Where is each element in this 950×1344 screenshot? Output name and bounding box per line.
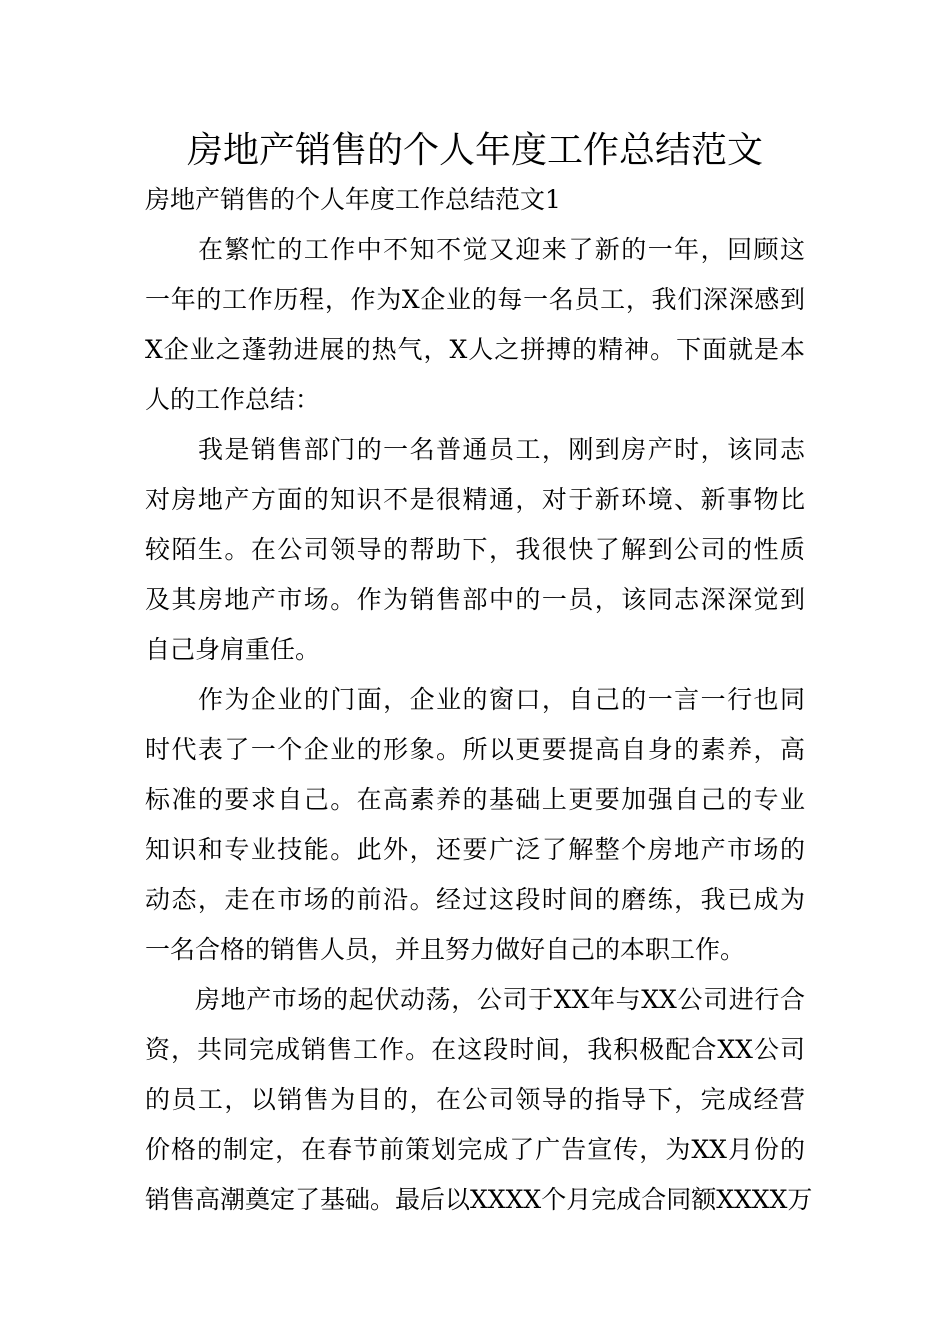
paragraph-line: X企业之蓬勃进展的热气，X人之拼搏的精神。下面就是本 [145, 335, 805, 364]
paragraph-line: 资，共同完成销售工作。在这段时间，我积极配合XX公司 [145, 1035, 805, 1064]
paragraph-line: 我是销售部门的一名普通员工，刚到房产时，该同志 [198, 435, 805, 464]
document-title: 房地产销售的个人年度工作总结范文 [186, 130, 763, 171]
paragraph-line: 动态，走在市场的前沿。经过这段时间的磨练，我已成为 [145, 885, 805, 914]
paragraph-line: 房地产市场的起伏动荡，公司于XX年与XX公司进行合 [195, 985, 805, 1014]
paragraph-line: 在繁忙的工作中不知不觉又迎来了新的一年，回顾这 [198, 235, 805, 264]
paragraph-line: 一名合格的销售人员，并且努力做好自己的本职工作。 [145, 935, 746, 964]
paragraph-line: 时代表了一个企业的形象。所以更要提高自身的素养，高 [145, 735, 805, 764]
paragraph-line: 的员工，以销售为目的，在公司领导的指导下，完成经营 [145, 1085, 805, 1114]
paragraph-line: 知识和专业技能。此外，还要广泛了解整个房地产市场的 [145, 835, 805, 864]
paragraph-line: 一年的工作历程，作为X企业的每一名员工，我们深深感到 [145, 285, 805, 314]
paragraph-line: 及其房地产市场。作为销售部中的一员，该同志深深觉到 [145, 585, 805, 614]
section-heading: 房地产销售的个人年度工作总结范文1 [145, 185, 561, 214]
paragraph-line: 销售高潮奠定了基础。最后以XXXX个月完成合同额XXXX万 [145, 1185, 813, 1214]
paragraph-line: 标准的要求自己。在高素养的基础上更要加强自己的专业 [145, 785, 805, 814]
paragraph-line: 较陌生。在公司领导的帮助下，我很快了解到公司的性质 [145, 535, 805, 564]
paragraph-line: 作为企业的门面，企业的窗口，自己的一言一行也同 [198, 685, 805, 714]
paragraph-line: 自己身肩重任。 [145, 635, 321, 664]
paragraph-line: 对房地产方面的知识不是很精通，对于新环境、新事物比 [145, 485, 805, 514]
paragraph-line: 价格的制定，在春节前策划完成了广告宣传，为XX月份的 [145, 1135, 805, 1164]
paragraph-line: 人的工作总结： [145, 385, 321, 414]
